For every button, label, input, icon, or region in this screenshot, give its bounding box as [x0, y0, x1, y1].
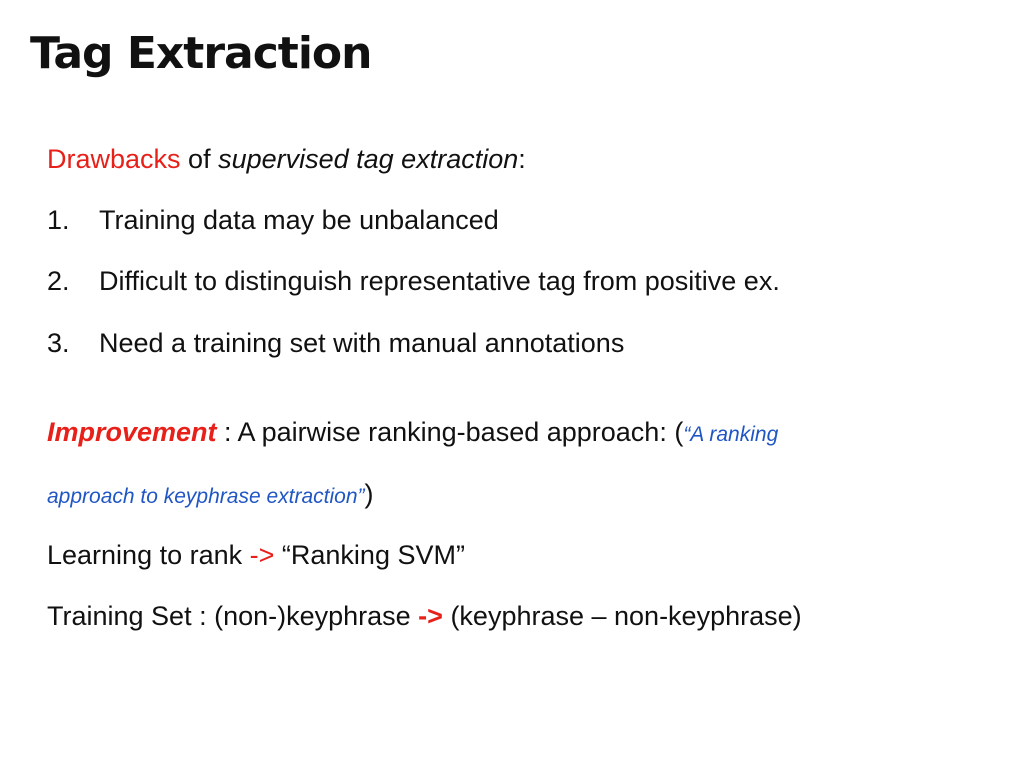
arrow: ->	[249, 540, 275, 570]
citation-close-paren: )	[364, 479, 374, 509]
drawbacks-colon: :	[518, 144, 526, 174]
citation-part1: “A ranking	[683, 423, 779, 446]
drawbacks-connector: of	[180, 144, 219, 174]
training-prefix: Training Set : (non-)keyphrase	[47, 601, 419, 631]
training-set-line	[47, 598, 802, 634]
improvement-text: : A pairwise ranking-based approach: (	[216, 417, 684, 447]
drawbacks-topic: supervised tag extraction	[218, 144, 519, 174]
slide-title: Tag Extraction	[30, 28, 372, 79]
drawbacks-heading	[47, 141, 526, 177]
drawback-item-1	[47, 202, 499, 238]
list-number: 3.	[47, 328, 70, 358]
learning-suffix: “Ranking SVM”	[274, 540, 465, 570]
list-item-text: Need a training set with manual annotations	[99, 328, 625, 358]
learning-prefix: Learning to rank	[47, 540, 250, 570]
drawbacks-label: Drawbacks	[47, 144, 181, 174]
improvement-label: Improvement	[47, 417, 217, 447]
list-item-text: Training data may be unbalanced	[99, 205, 499, 235]
improvement-citation-line	[47, 476, 374, 515]
drawback-item-3	[47, 325, 624, 361]
list-item-text: Difficult to distinguish representative tag from positive ex.	[99, 266, 780, 296]
citation-part2: approach to keyphrase extraction”	[47, 485, 365, 508]
list-number: 2.	[47, 266, 70, 296]
learning-to-rank-line	[47, 537, 465, 573]
arrow: ->	[418, 601, 443, 631]
training-suffix: (keyphrase – non-keyphrase)	[442, 601, 802, 631]
drawback-item-2	[47, 263, 780, 299]
improvement-line	[47, 414, 778, 453]
list-number: 1.	[47, 205, 70, 235]
